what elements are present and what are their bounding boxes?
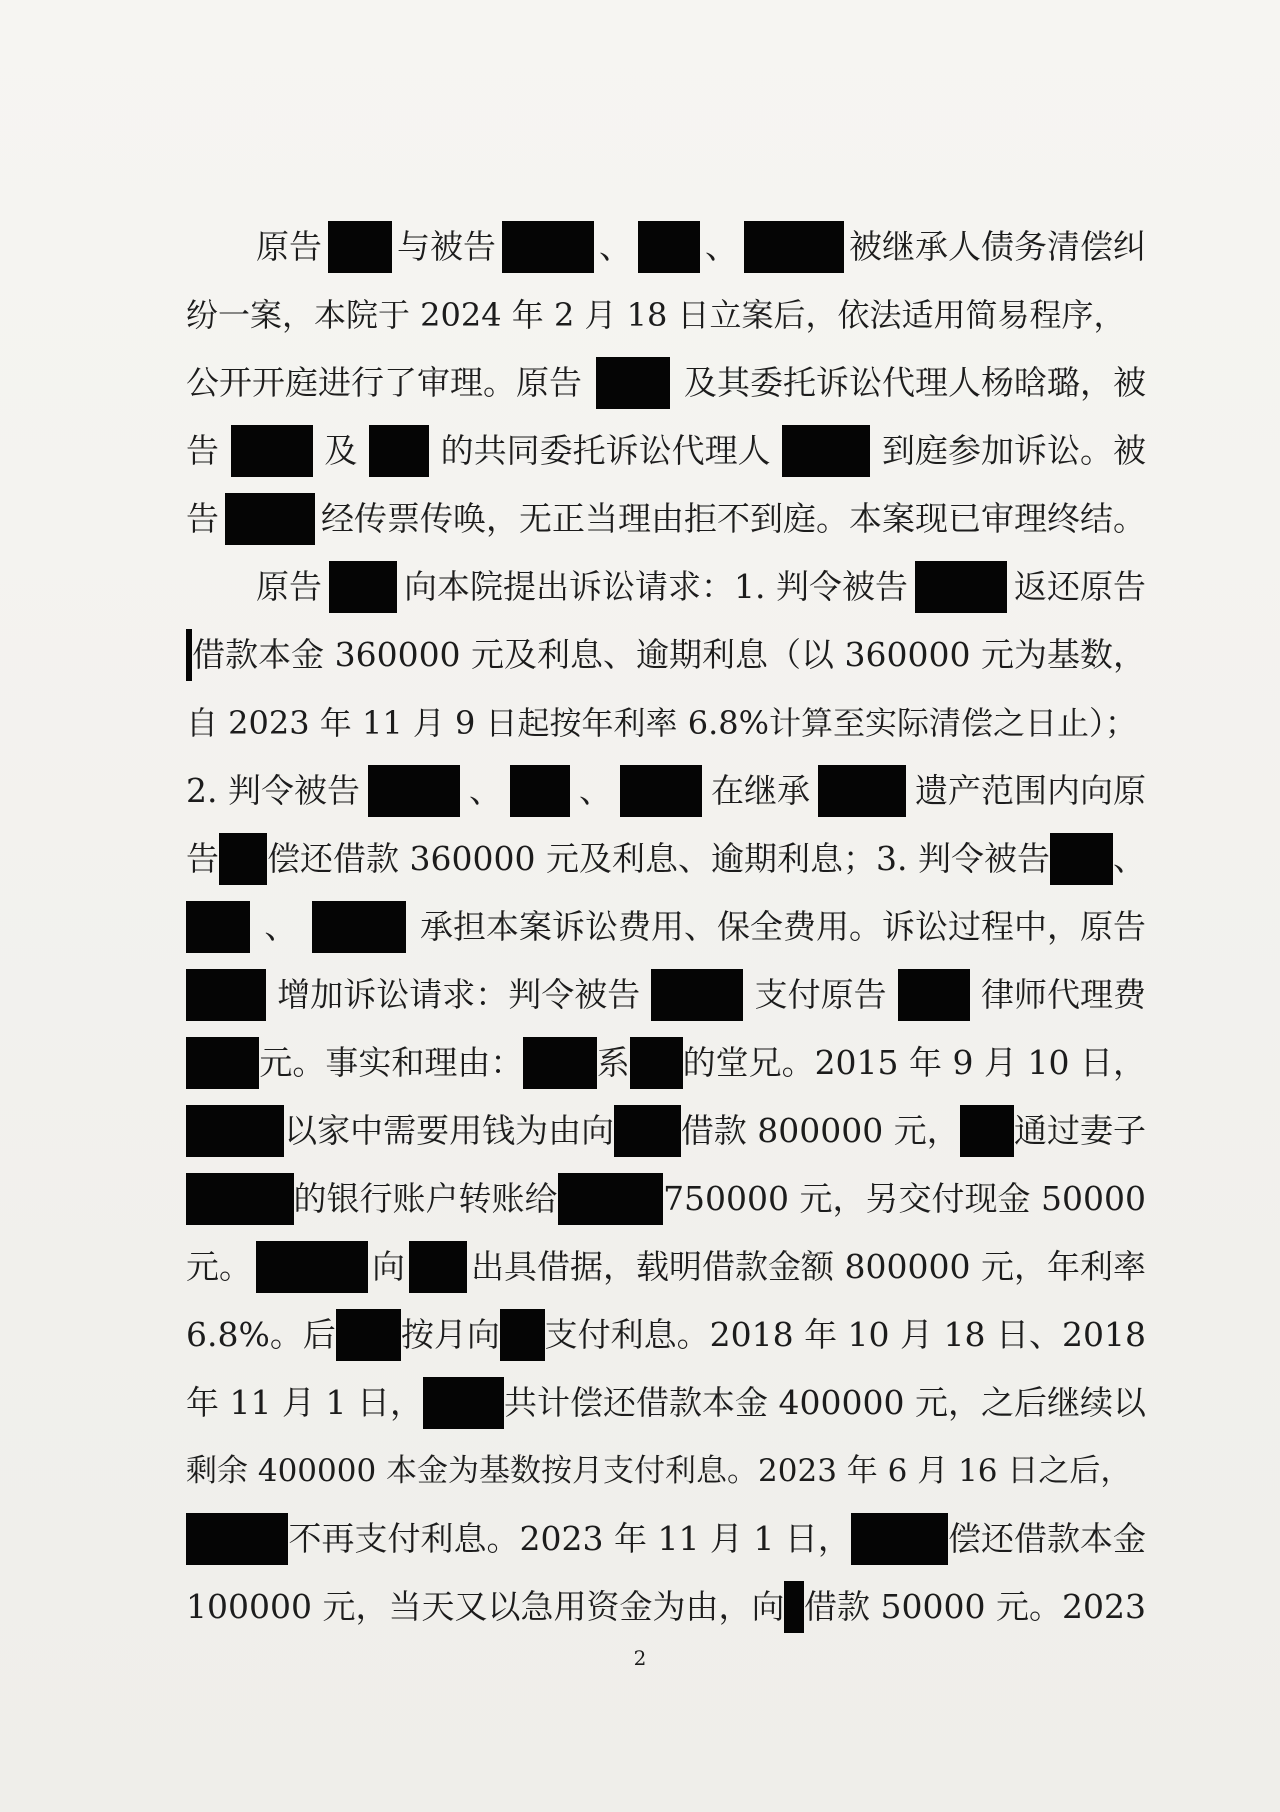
redaction-block (186, 969, 266, 1021)
redaction-block (620, 765, 702, 817)
redaction-block (596, 357, 670, 409)
redaction-block (328, 221, 392, 273)
text-segment: 律师代理费 (980, 975, 1146, 1014)
text-segment: 、 (599, 227, 632, 266)
text-segment: 的堂兄。2015 年 9 月 10 日， (682, 1043, 1146, 1082)
redaction-block (851, 1513, 948, 1565)
redaction-block (423, 1377, 504, 1429)
redaction-block (558, 1173, 664, 1225)
text-segment: 的银行账户转账给 (293, 1179, 558, 1218)
text-segment: 借款 800000 元， (680, 1111, 960, 1150)
text-segment: 告 (186, 431, 219, 470)
redaction-block (614, 1105, 681, 1157)
text-segment: 借款本金 360000 元及利息、逾期利息（以 360000 元为基数， (192, 635, 1146, 674)
text-segment: 偿还借款 360000 元及利息、逾期利息；3. 判令被告 (267, 839, 1050, 878)
text-segment: 公开开庭进行了审理。原告 (186, 363, 582, 402)
text-line (186, 417, 1146, 485)
text-line (186, 893, 1146, 961)
redaction-block (744, 221, 844, 273)
text-line (186, 1165, 1146, 1233)
redaction-block (336, 1309, 401, 1361)
text-segment: 不再支付利息。2023 年 11 月 1 日， (288, 1519, 851, 1558)
text-segment: 100000 元，当天又以急用资金为由，向 (186, 1587, 785, 1626)
text-line (186, 825, 1146, 893)
text-segment: 经传票传唤，无正当理由拒不到庭。本案现已审理终结。 (321, 499, 1146, 538)
text-segment: 通过妻子 (1014, 1111, 1147, 1150)
redaction-block (651, 969, 743, 1021)
text-segment: 自 2023 年 11 月 9 日起按年利率 6.8%计算至实际清偿之日止）； (186, 704, 1138, 742)
text-line (186, 1505, 1146, 1573)
text-segment: 支付原告 (754, 975, 887, 1014)
redaction-block (1050, 833, 1113, 885)
text-line (186, 1029, 1146, 1097)
redaction-block (898, 969, 970, 1021)
text-segment: 增加诉讼请求：判令被告 (277, 975, 641, 1014)
text-line (186, 961, 1146, 1029)
redaction-block (329, 561, 397, 613)
text-line (186, 349, 1146, 417)
text-segment: 与被告 (397, 227, 496, 266)
text-line (186, 485, 1146, 553)
text-line (186, 553, 1146, 621)
redaction-block (638, 221, 700, 273)
text-line (186, 621, 1146, 689)
redaction-block (500, 1309, 545, 1361)
page-number: 2 (633, 1646, 647, 1670)
text-segment: 出具借据，载明借款金额 800000 元，年利率 (471, 1247, 1146, 1286)
redaction-block (523, 1037, 596, 1089)
redaction-block (256, 1241, 368, 1293)
text-line (186, 1097, 1146, 1165)
redaction-block (225, 493, 315, 545)
redaction-block (186, 1037, 259, 1089)
redaction-block (409, 1241, 467, 1293)
text-line (186, 757, 1146, 825)
body-text (186, 213, 1146, 1641)
text-segment: 2. 判令被告 (186, 771, 360, 810)
redaction-block (219, 833, 267, 885)
text-segment: 借款 50000 元。2023 (804, 1587, 1146, 1626)
redaction-block (510, 765, 570, 817)
text-segment: 的共同委托诉讼代理人 (440, 431, 771, 470)
text-segment: 承担本案诉讼费用、保全费用。诉讼过程中，原告 (419, 907, 1146, 946)
redaction-block (186, 901, 250, 953)
redaction-block (630, 1037, 683, 1089)
text-segment: 、 (468, 771, 502, 810)
redaction-block (502, 221, 594, 273)
text-segment: 750000 元，另交付现金 50000 (663, 1179, 1146, 1218)
redaction-block (312, 901, 406, 953)
text-segment: 、 (578, 771, 612, 810)
text-segment: 向本院提出诉讼请求：1. 判令被告 (404, 567, 908, 606)
text-segment: 及 (324, 431, 358, 470)
text-segment: 、 (264, 907, 298, 946)
text-line (186, 213, 1146, 281)
redaction-block (960, 1105, 1014, 1157)
redaction-block (915, 561, 1007, 613)
text-segment: 元。 (186, 1247, 252, 1286)
text-segment: 、 (1113, 839, 1146, 878)
text-segment: 被继承人债务清偿纠 (849, 227, 1146, 266)
text-segment: 告 (186, 499, 219, 538)
redaction-block (818, 765, 906, 817)
redaction-block (186, 1105, 284, 1157)
redaction-block (368, 765, 460, 817)
redaction-block (782, 425, 870, 477)
text-segment: 剩余 400000 本金为基数按月支付利息。2023 年 6 月 16 日之后， (186, 1453, 1132, 1489)
text-segment: 原告 (256, 567, 322, 606)
text-segment: 偿还借款本金 (948, 1519, 1146, 1558)
text-segment: 按月向 (400, 1315, 500, 1354)
text-segment: 纷一案，本院于 2024 年 2 月 18 日立案后，依法适用简易程序， (186, 296, 1126, 334)
text-line (186, 1437, 1146, 1505)
redaction-block (369, 425, 429, 477)
redaction-block (231, 425, 313, 477)
text-segment: 遗产范围内向原 (914, 771, 1146, 810)
text-segment: 支付利息。2018 年 10 月 18 日、2018 (544, 1315, 1146, 1354)
text-line (186, 1573, 1146, 1641)
text-segment: 元。事实和理由： (259, 1043, 524, 1082)
text-segment: 及其委托诉讼代理人杨晗璐，被 (684, 363, 1146, 402)
text-line (186, 689, 1146, 757)
text-segment: 6.8%。后 (186, 1315, 336, 1354)
text-line (186, 1369, 1146, 1437)
redaction-block (784, 1581, 804, 1633)
text-segment: 以家中需要用钱为由向 (284, 1111, 615, 1150)
text-segment: 年 11 月 1 日， (186, 1383, 423, 1422)
text-segment: 在继承 (710, 771, 810, 810)
text-segment: 原告 (256, 227, 322, 266)
text-line (186, 281, 1146, 349)
text-line (186, 1301, 1146, 1369)
text-segment: 共计偿还借款本金 400000 元，之后继续以 (504, 1383, 1146, 1422)
redaction-block (186, 1513, 288, 1565)
text-segment: 告 (186, 839, 219, 878)
text-segment: 系 (596, 1043, 630, 1082)
redaction-block (186, 1173, 294, 1225)
text-segment: 到庭参加诉讼。被 (881, 431, 1146, 470)
text-segment: 返还原告 (1013, 567, 1146, 606)
text-segment: 向 (372, 1247, 405, 1286)
text-line (186, 1233, 1146, 1301)
text-segment: 、 (705, 227, 738, 266)
